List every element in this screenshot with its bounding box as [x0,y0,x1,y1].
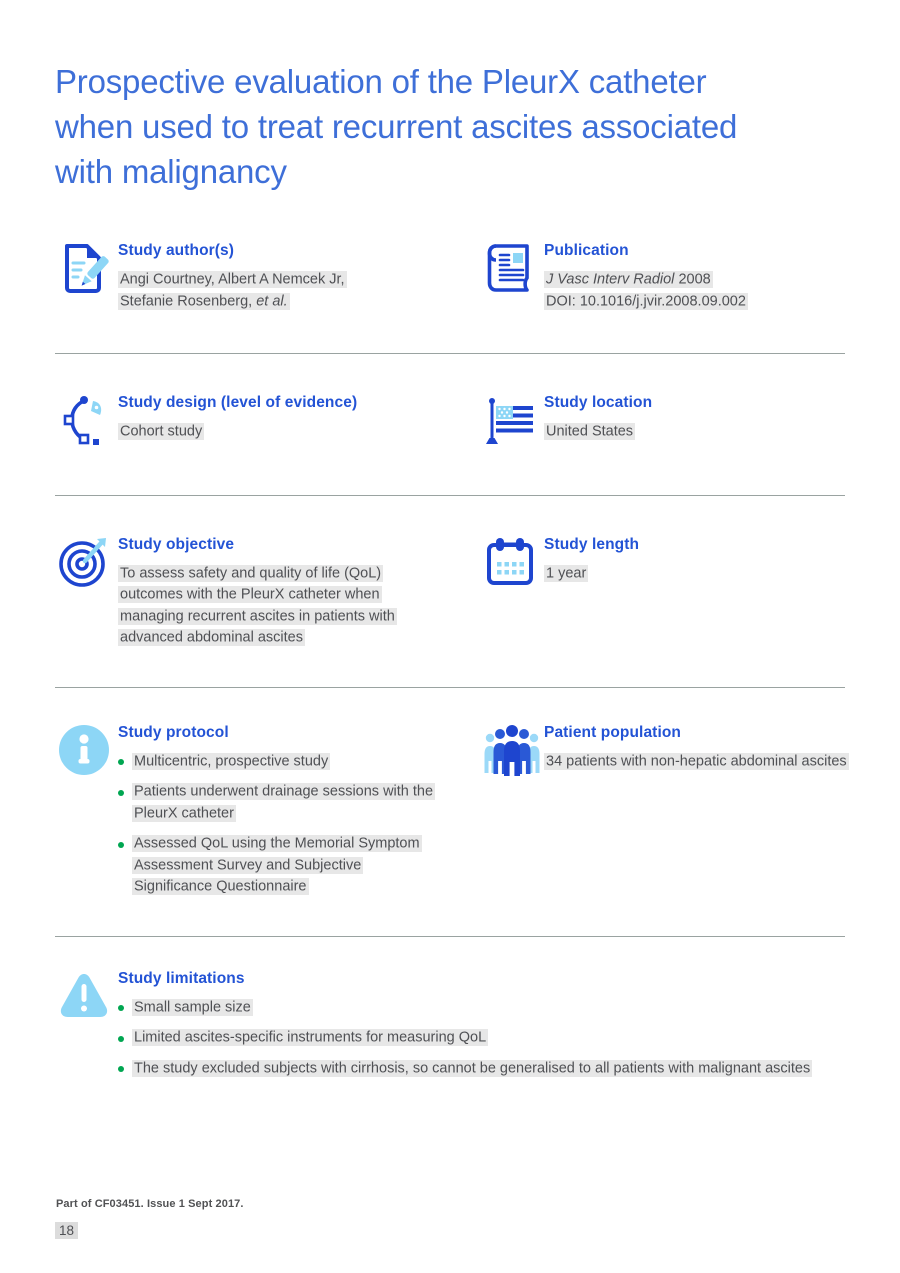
section-study-length [483,534,863,589]
calendar-icon [483,534,544,589]
study-protocol-list [118,751,467,898]
page-number: 18 [55,1222,78,1239]
study-location-body: United States [546,423,634,439]
study-authors-body: Angi Courtney, Albert A Nemcek Jr, Stefanie Rosenberg, et al. [120,271,345,309]
list-item: Patients underwent drainage sessions with the PleurX catheter [118,782,467,825]
patient-population-body: 34 patients with non-hepatic abdominal ascites [546,753,847,769]
study-limitations-list [118,997,857,1080]
divider [55,495,845,496]
study-design-heading: Study design (level of evidence) [118,394,358,411]
bullet-dot [118,759,124,765]
bezier-pen-icon [57,392,118,447]
section-study-design [57,392,457,447]
bullet-dot [118,1005,124,1011]
target-dart-icon [57,534,118,589]
study-length-body: 1 year [546,565,587,581]
section-study-objective [57,534,467,649]
publication-body: J Vasc Interv Radiol 2008 DOI: 10.1016/j.jvir.2008.09.002 [546,271,746,309]
document-pencil-icon [57,240,118,295]
us-flag-icon [483,392,544,447]
study-location-heading: Study location [544,394,653,411]
section-study-location [483,392,863,447]
journal-icon [483,240,544,295]
bullet-dot [118,842,124,848]
people-icon [483,722,544,777]
bullet-dot [118,1066,124,1072]
section-publication [483,240,863,313]
section-patient-population [483,722,878,777]
bullet-dot [118,790,124,796]
section-study-protocol [57,722,467,907]
study-length-heading: Study length [544,536,640,553]
study-objective-heading: Study objective [118,536,235,553]
section-study-limitations [57,968,857,1089]
divider [55,936,845,937]
list-item: Limited ascites-specific instruments for measuring QoL [118,1028,857,1050]
warning-triangle-icon [57,968,118,1023]
list-item: Multicentric, prospective study [118,751,467,773]
study-design-body: Cohort study [120,423,203,439]
list-item: Assessed QoL using the Memorial Symptom Assessment Survey and Subjective Significance Questionnaire [118,834,467,899]
list-item: The study excluded subjects with cirrhosis, so cannot be generalised to all patients with malignant ascites [118,1058,857,1080]
bullet-dot [118,1036,124,1042]
divider [55,353,845,354]
study-limitations-heading: Study limitations [118,970,245,987]
divider [55,687,845,688]
section-study-authors [57,240,457,313]
footer-reference: Part of CF03451. Issue 1 Sept 2017. [56,1198,244,1210]
study-objective-body: To assess safety and quality of life (QoL) outcomes with the PleurX catheter when managing recurrent ascites in patients with advanced abdominal ascites [120,565,395,646]
patient-population-heading: Patient population [544,724,681,741]
list-item: Small sample size [118,997,857,1019]
study-authors-heading: Study author(s) [118,242,235,259]
info-icon [57,722,118,777]
study-protocol-heading: Study protocol [118,724,229,741]
publication-heading: Publication [544,242,629,259]
page-title: Prospective evaluation of the PleurX catheter when used to treat recurrent ascites associated with malignancy [55,63,738,190]
